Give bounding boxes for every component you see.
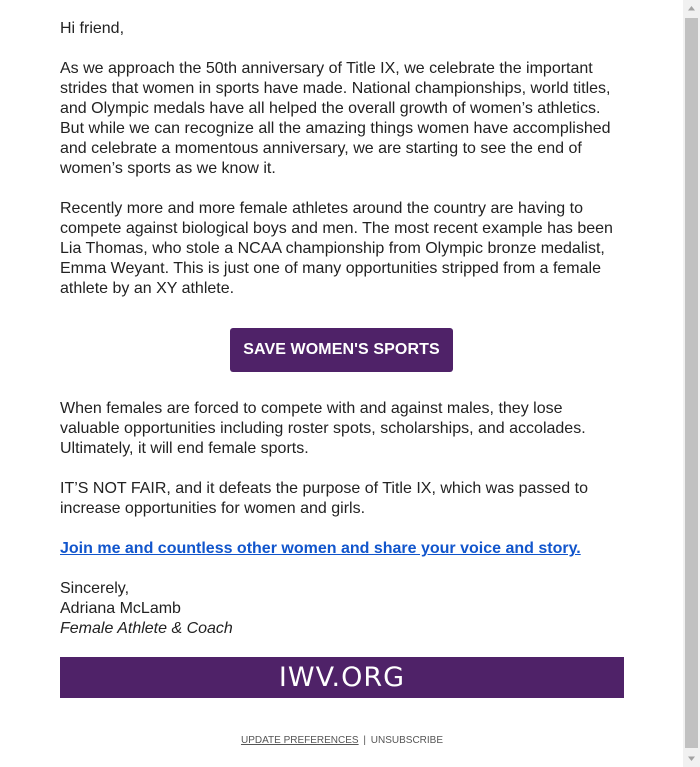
email-footer (60, 735, 624, 746)
signature-block (60, 579, 460, 639)
update-preferences-link[interactable]: UPDATE PREFERENCES (240, 735, 359, 746)
cta-container (230, 328, 453, 372)
save-womens-sports-button[interactable]: SAVE WOMEN'S SPORTS (230, 328, 453, 372)
banner-logo-text: IWV.ORG (278, 662, 406, 693)
scroll-down-arrow-icon[interactable] (683, 750, 700, 767)
scroll-up-arrow-icon[interactable] (683, 0, 700, 17)
paragraph-athletes: Recently more and more female athletes around the country are having to compete against biological boys and men. The most recent example has been Lia Thomas, who stole a NCAA championship from Olympic bronze medalist, Emma Weyant. This is just one of many opportunities stripped from a female athlete by an XY athlete. (60, 200, 613, 297)
paragraph-opportunities: When females are forced to compete with and against males, they lose valuable opportunities including roster spots, scholarships, and accolades. Ultimately, it will end female sports. (60, 400, 586, 457)
sender-title: Female Athlete & Coach (60, 620, 233, 637)
footer-separator: | (363, 735, 366, 746)
paragraph-not-fair: IT’S NOT FAIR, and it defeats the purpose of Title IX, which was passed to increase opportunities for women and girls. (60, 480, 588, 517)
join-link[interactable]: Join me and countless other women and share your voice and story. (60, 540, 581, 557)
vertical-scrollbar[interactable] (683, 0, 700, 767)
iwv-banner-link[interactable] (60, 657, 624, 698)
signoff-text: Sincerely, (60, 580, 130, 597)
sender-name: Adriana McLamb (60, 600, 181, 617)
scrollbar-thumb[interactable] (685, 18, 698, 748)
paragraph-title-ix: As we approach the 50th anniversary of Title IX, we celebrate the important strides that women in sports have made. National championships, world titles, and Olympic medals have all helped the overall growth of women’s athletics. But while we can recognize all the amazing things women have accomplished and celebrate a momentous anniversary, we are starting to see the end of women’s sports as we know it. (60, 60, 611, 177)
unsubscribe-link[interactable]: UNSUBSCRIBE (370, 735, 444, 746)
greeting: Hi friend, (60, 20, 125, 37)
